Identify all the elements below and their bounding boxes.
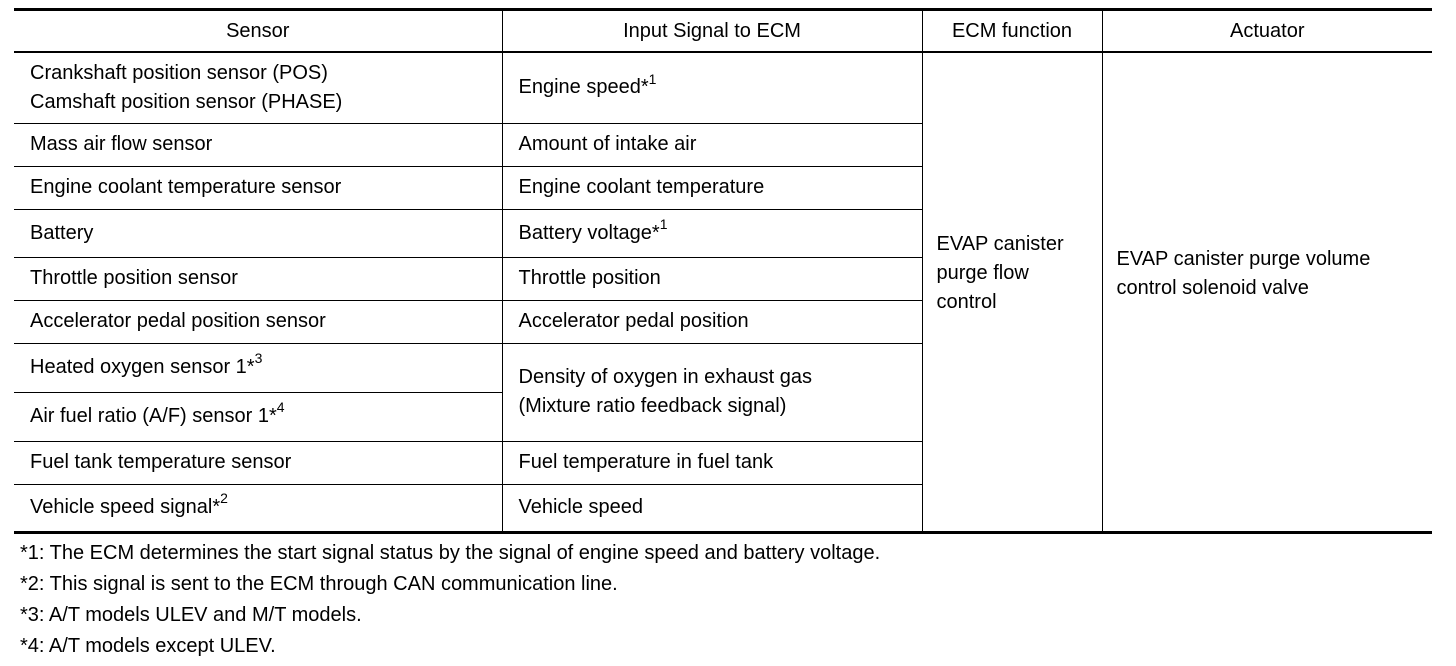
input-signal-text: Fuel temperature in fuel tank: [518, 451, 774, 473]
footnote-ref: 4: [276, 399, 285, 416]
footnote-2: *2: This signal is sent to the ECM through CAN communication line.: [20, 573, 618, 595]
footnote-1: *1: The ECM determines the start signal status by the signal of engine speed and battery voltage.: [20, 542, 881, 564]
sensor-text: Throttle position sensor: [30, 267, 238, 289]
input-signal-text: Throttle position: [518, 267, 661, 289]
sensor-text: Heated oxygen sensor 1*: [30, 356, 255, 378]
sensor-cell: [14, 209, 502, 257]
sensor-text: Accelerator pedal position sensor: [30, 310, 326, 332]
header-sensor: Sensor: [14, 10, 502, 53]
input-signal-cell: [502, 166, 922, 209]
sensor-cell: [14, 166, 502, 209]
footnotes: [20, 538, 880, 662]
sensor-text: Crankshaft position sensor (POS): [30, 61, 328, 84]
footnote-ref: 3: [254, 350, 263, 367]
actuator-cell: [1102, 52, 1432, 532]
sensor-cell: [14, 441, 502, 484]
sensor-text-line2: Camshaft position sensor (PHASE): [30, 90, 343, 113]
sensor-cell: [14, 257, 502, 300]
header-ecm-function: ECM function: [922, 10, 1102, 53]
input-signal-cell: [502, 484, 922, 532]
input-signal-text: Accelerator pedal position: [518, 310, 749, 332]
sensor-cell: [14, 123, 502, 166]
input-signal-cell: [502, 343, 922, 441]
footnote-ref: 1: [648, 70, 657, 87]
footnote-ref: 2: [220, 490, 228, 507]
sensor-cell: [14, 52, 502, 123]
sensor-text: Mass air flow sensor: [30, 133, 213, 155]
input-signal-text-line2: (Mixture ratio feedback signal): [518, 395, 787, 417]
input-signal-text: Amount of intake air: [518, 133, 697, 155]
sensor-text: Air fuel ratio (A/F) sensor 1*: [30, 405, 277, 427]
header-input-signal: Input Signal to ECM: [502, 10, 922, 53]
table-row: [14, 52, 1432, 123]
actuator-text: EVAP canister purge volume control solenoid valve: [1116, 247, 1371, 299]
ecm-function-table: [14, 8, 1432, 534]
footnote-4: *4: A/T models except ULEV.: [20, 635, 276, 657]
input-signal-cell: [502, 300, 922, 343]
sensor-text: Fuel tank temperature sensor: [30, 451, 292, 473]
table-header-row: [14, 10, 1432, 53]
input-signal-cell: [502, 52, 922, 123]
ecm-function-cell: [922, 52, 1102, 532]
sensor-cell: [14, 343, 502, 392]
input-signal-text: Battery voltage*: [518, 221, 660, 244]
input-signal-text: Vehicle speed: [518, 496, 644, 518]
input-signal-text: Density of oxygen in exhaust gas: [518, 366, 813, 388]
input-signal-text: Engine coolant temperature: [518, 176, 765, 198]
sensor-text: Engine coolant temperature sensor: [30, 176, 342, 198]
input-signal-cell: [502, 123, 922, 166]
sensor-cell: [14, 392, 502, 441]
footnote-ref: 1: [659, 215, 668, 232]
header-actuator: Actuator: [1102, 10, 1432, 53]
input-signal-cell: [502, 441, 922, 484]
input-signal-cell: [502, 257, 922, 300]
input-signal-text: Engine speed*: [518, 76, 649, 99]
footnote-3: *3: A/T models ULEV and M/T models.: [20, 604, 362, 626]
ecm-function-text: EVAP canister purge flow control: [936, 233, 1064, 314]
sensor-text: Vehicle speed signal*: [30, 496, 221, 518]
input-signal-cell: [502, 209, 922, 257]
sensor-cell: [14, 300, 502, 343]
sensor-text: Battery: [30, 221, 94, 244]
sensor-cell: [14, 484, 502, 532]
